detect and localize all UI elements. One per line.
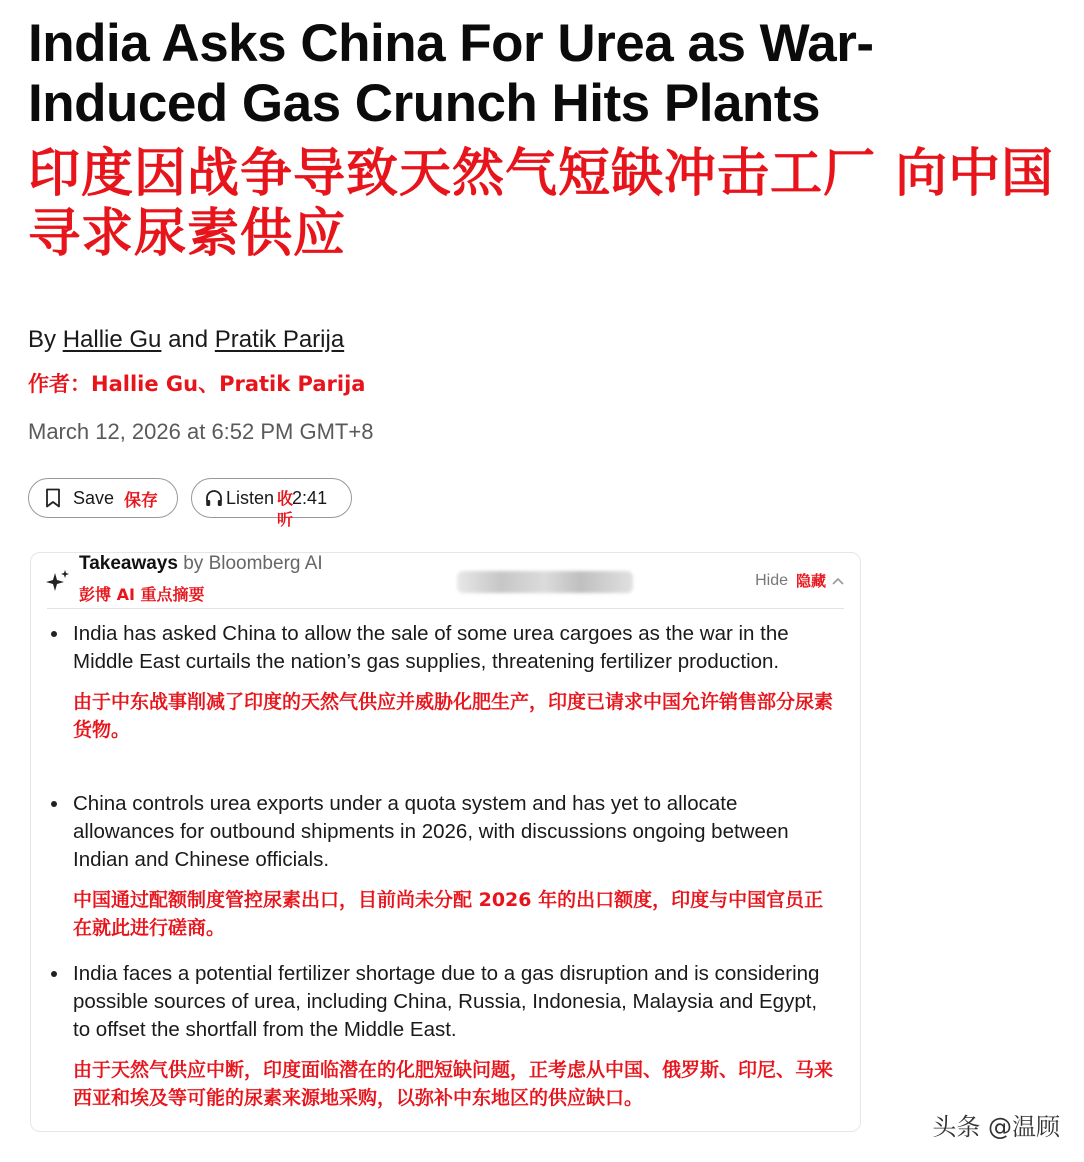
byline-prefix: By <box>28 326 57 353</box>
takeaway-text: India faces a potential fertilizer shortage due to a gas disruption and is considering possible sources of urea, including China, Russia, Indonesia, Malaysia and Egypt, to offset the shortfall from the Middle East. <box>73 962 820 1041</box>
takeaway-text: China controls urea exports under a quota system and has yet to allocate allowances for outbound shipments in 2026, with discussions ongoing between Indian and Chinese officials. <box>73 792 789 871</box>
headline-translation: 印度因战争导致天然气短缺冲击工厂 向中国寻求尿素供应 <box>28 144 1055 264</box>
takeaways-title <box>79 553 323 575</box>
takeaway-item <box>73 790 833 942</box>
takeaway-translation: 由于天然气供应中断，印度面临潜在的化肥短缺问题，正考虑从中国、俄罗斯、印尼、马来西亚和埃及等可能的尿素来源地采购，以弥补中东地区的供应缺口。 <box>73 1059 834 1109</box>
byline <box>28 326 344 354</box>
takeaway-text: India has asked China to allow the sale of some urea cargoes as the war in the Middle East curtails the nation’s gas supplies, threatening fertilizer production. <box>73 622 789 673</box>
bullet-dot <box>51 971 57 977</box>
takeaway-item <box>73 620 833 744</box>
save-translation: 保存 <box>124 490 159 511</box>
headline: India Asks China For Urea as War-Induced Gas Crunch Hits Plants <box>28 14 874 133</box>
hide-translation: 隐藏 <box>795 572 826 590</box>
bullet-dot <box>51 801 57 807</box>
hide-takeaways-button[interactable] <box>755 570 844 591</box>
takeaway-item <box>73 960 833 1112</box>
save-button[interactable] <box>28 478 178 518</box>
listen-translation: 收听 <box>277 489 294 529</box>
watermark: 头条 @温顾 <box>932 1113 1060 1141</box>
takeaways-title-translation: 彭博 AI 重点摘要 <box>79 585 205 604</box>
save-label: Save <box>73 487 115 508</box>
listen-label: Listen <box>226 487 275 508</box>
publish-date: March 12, 2026 at 6:52 PM GMT+8 <box>28 419 374 444</box>
takeaways-source: by Bloomberg AI <box>183 553 323 574</box>
sparkle-icon <box>45 569 71 595</box>
listen-button[interactable] <box>191 478 352 518</box>
author-link-hallie-gu[interactable]: Hallie Gu <box>62 326 162 353</box>
byline-conjunction: and <box>168 326 209 353</box>
blurred-region <box>457 571 633 593</box>
divider <box>47 608 844 609</box>
listen-duration: 2:41 <box>292 487 328 508</box>
bullet-dot <box>51 631 57 637</box>
takeaway-translation: 中国通过配额制度管控尿素出口，目前尚未分配 2026 年的出口额度，印度与中国官员正在就此进行磋商。 <box>73 889 824 939</box>
headphones-icon <box>204 488 224 508</box>
takeaway-translation: 由于中东战事削减了印度的天然气供应并威胁化肥生产，印度已请求中国允许销售部分尿素货物。 <box>73 691 834 741</box>
takeaways-card <box>30 552 861 1132</box>
bookmark-icon <box>45 488 61 508</box>
chevron-up-icon <box>832 577 844 585</box>
byline-translation: 作者：Hallie Gu、Pratik Parija <box>28 372 366 396</box>
hide-label: Hide <box>755 571 788 589</box>
author-link-pratik-parija[interactable]: Pratik Parija <box>214 326 345 353</box>
takeaways-heading: Takeaways <box>79 553 178 574</box>
